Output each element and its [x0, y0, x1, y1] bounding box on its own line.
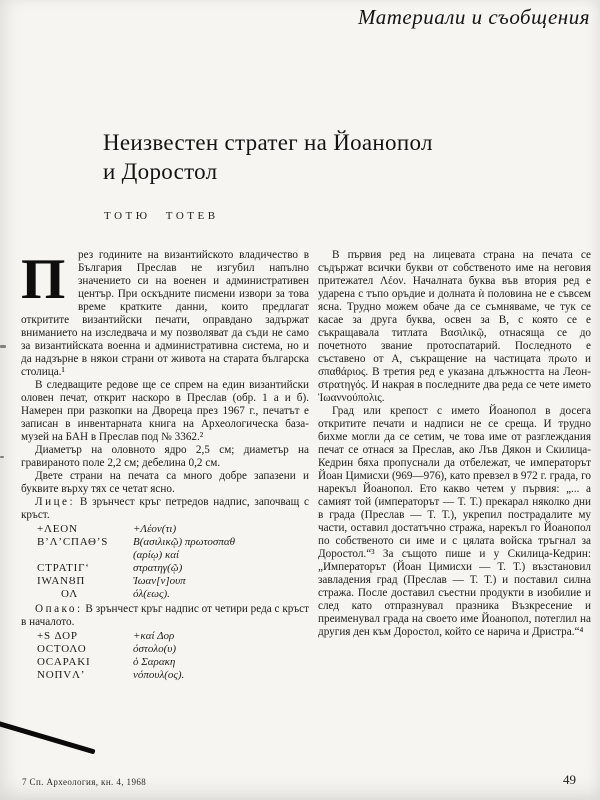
seal-text: +ΛΕΟΝ: [37, 523, 78, 535]
inscription-row: [37, 656, 309, 669]
seal-text: ΟCΤΟΛΟ: [37, 643, 87, 655]
face-description: В зрънчест кръг петредов надпис, започващ с кръст.: [21, 496, 309, 521]
inscription-row: [37, 643, 309, 656]
face-label: Лице:: [35, 496, 76, 508]
drop-cap: П: [21, 248, 66, 311]
paragraph-analysis: В първия ред на лицевата страна на печата се съдържат всички букви от собственото име на неговия притежател Λέον. Началната буква във втория ред е ударена с тъпо оръдие и долната ѝ половина не е съвсем ясна. Трудно можем обаче да се съмняваме, че тук се касае за друга буква, освен за В, с която се е съкращавала титлата Βασιλικῷ, отнасяща се до почетното звание протоспатарий. Последното е съставено от Α, съкращение на частицата πρωτο и σπαθάριος. В третия ред е указана длъжността на Леон-στρατηγός. И накрая в последните два реда се чете името Ἰωαννούπολις.: [318, 249, 591, 404]
greek-text: όστολο(υ): [133, 643, 177, 655]
greek-text: νόπουλ(ος).: [133, 669, 185, 681]
author-name: ТОТЮ ТОТЕВ: [104, 210, 219, 222]
left-column: [21, 249, 309, 684]
seal-text: ΟΛ: [61, 588, 78, 600]
greek-text: +Λέον(τι): [133, 523, 177, 535]
greek-text: όλ(εως).: [133, 588, 170, 600]
running-head: Материали и съобщения: [358, 5, 590, 29]
pen-stroke-artifact: [0, 719, 96, 754]
seal-text: [37, 549, 133, 562]
right-column: [318, 249, 591, 684]
inscription-row: [37, 575, 309, 588]
back-description: В зрънчест кръг надпис от четири реда с кръст в началото.: [21, 603, 309, 628]
seal-text: Β’Λ’CΠΑΘ’S: [37, 536, 109, 548]
page-number: 49: [563, 772, 576, 787]
scan-speck: [0, 345, 6, 348]
seal-text: ΟCΑΡΑΚΙ: [37, 656, 91, 668]
inscription-row: [37, 536, 309, 549]
paragraph-face: [21, 496, 309, 522]
title-line-2: и Доростол: [103, 159, 218, 184]
inscription-row: [37, 669, 309, 682]
inscription-row: [37, 630, 309, 643]
inscription-row: [37, 523, 309, 536]
seal-text: IWANȢΠ: [37, 575, 86, 587]
paragraph-intro-text: рез годините на византийското владичество в България Преслав не изгубил напълно значението си на военен и административен център. При оскъдните писмени извори за това време кратките данни, които предлагат откритите византийски печати, оправдано задържат вниманието на изследвача и му позволяват да съди не само за византийската военна и административна система, но и да надзърне в някои страни от живота на старата българска столица.¹: [21, 249, 309, 378]
seal-text: +S ΔΟΡ: [37, 630, 78, 642]
seal-text: CTPATIΓ‘: [37, 562, 90, 574]
inscription-row: [37, 549, 309, 562]
paragraph-back: [21, 603, 309, 629]
greek-text: Ἰωαν[ν]ουπ: [133, 575, 186, 587]
signature-line: 7 Сп. Археология, кн. 4, 1968: [22, 777, 147, 787]
paragraph-intro: [21, 249, 309, 379]
greek-text: Β(ασιλικῷ) πρωτοσπαθ: [133, 536, 236, 548]
inscription-row: [37, 562, 309, 575]
paragraph-seal-find: В следващите редове ще се спрем на един византийски оловен печат, открит наскоро в Преслав (обр. 1 а и б). Намерен при разкопки на Двореца през 1967 г., печатът е записан в инвентарната книга на Археологическа база-музей на БАН в Преслав под № 3362.²: [21, 379, 309, 443]
inscription-table-face: [37, 523, 309, 601]
paragraph-dimensions: Диаметър на оловното ядро 2,5 см; диаметър на гравираното поле 2,2 см; дебелина 0,2 см.: [21, 444, 309, 469]
inscription-row: [37, 588, 309, 601]
seal-text: ΝΟΠVΛ’: [37, 669, 86, 681]
inscription-table-back: [37, 630, 309, 682]
greek-text: ὁ Σαρακη: [133, 656, 176, 668]
title-line-1: Неизвестен стратег на Йоанопол: [103, 130, 433, 155]
greek-text: στρατηγ(ῷ): [133, 562, 183, 574]
back-label: Опако:: [35, 603, 83, 615]
article-title: [103, 128, 433, 186]
paragraph-history: Град или крепост с името Йоанопол в досега откритите печати и надписи не се среща. И трудно бихме могли да се сетим, че това име от разглеждания печат се отнася за Преслав, ако Лъв Дякон и Скилица-Кедрин бяха пропуснали да отбележат, че императорът Йоан Цимисхи (969—976), като превзел в 972 г. града, го нарекъл Йоанопол. Ето какво четем у първия: „... а самият той (императорът — Т. Т.) прекарал няколко дни в града (Преслав — Т. Т.), укрепил пострадалите му части, оставил достатъчно стража, нарекъл го Йоанопол по собственото си име и с цялата войска тръгнал за Доростол.“³ За същото пише и у Скилица-Кедрин: „Императорът (Йоан Цимисхи — Т. Т.) възстановил завладения град (Преслав — Т. Т.) и поставил силна стража. После доставил съестни продукти в изобилие и след като отпразнувал празника Възкресение и преименувал града на своето име Йоанопол, потеглил на другия ден към Доростол, който се нарича и Дристра.“⁴: [318, 405, 591, 638]
greek-text: +καί Δορ: [133, 630, 175, 642]
scan-speck: [0, 456, 4, 458]
greek-text: (αρίῳ) καί: [133, 549, 180, 561]
text-columns: [21, 249, 591, 684]
paragraph-condition: Двете страни на печата са много добре запазени и буквите върху тях се четат ясно.: [21, 470, 309, 495]
